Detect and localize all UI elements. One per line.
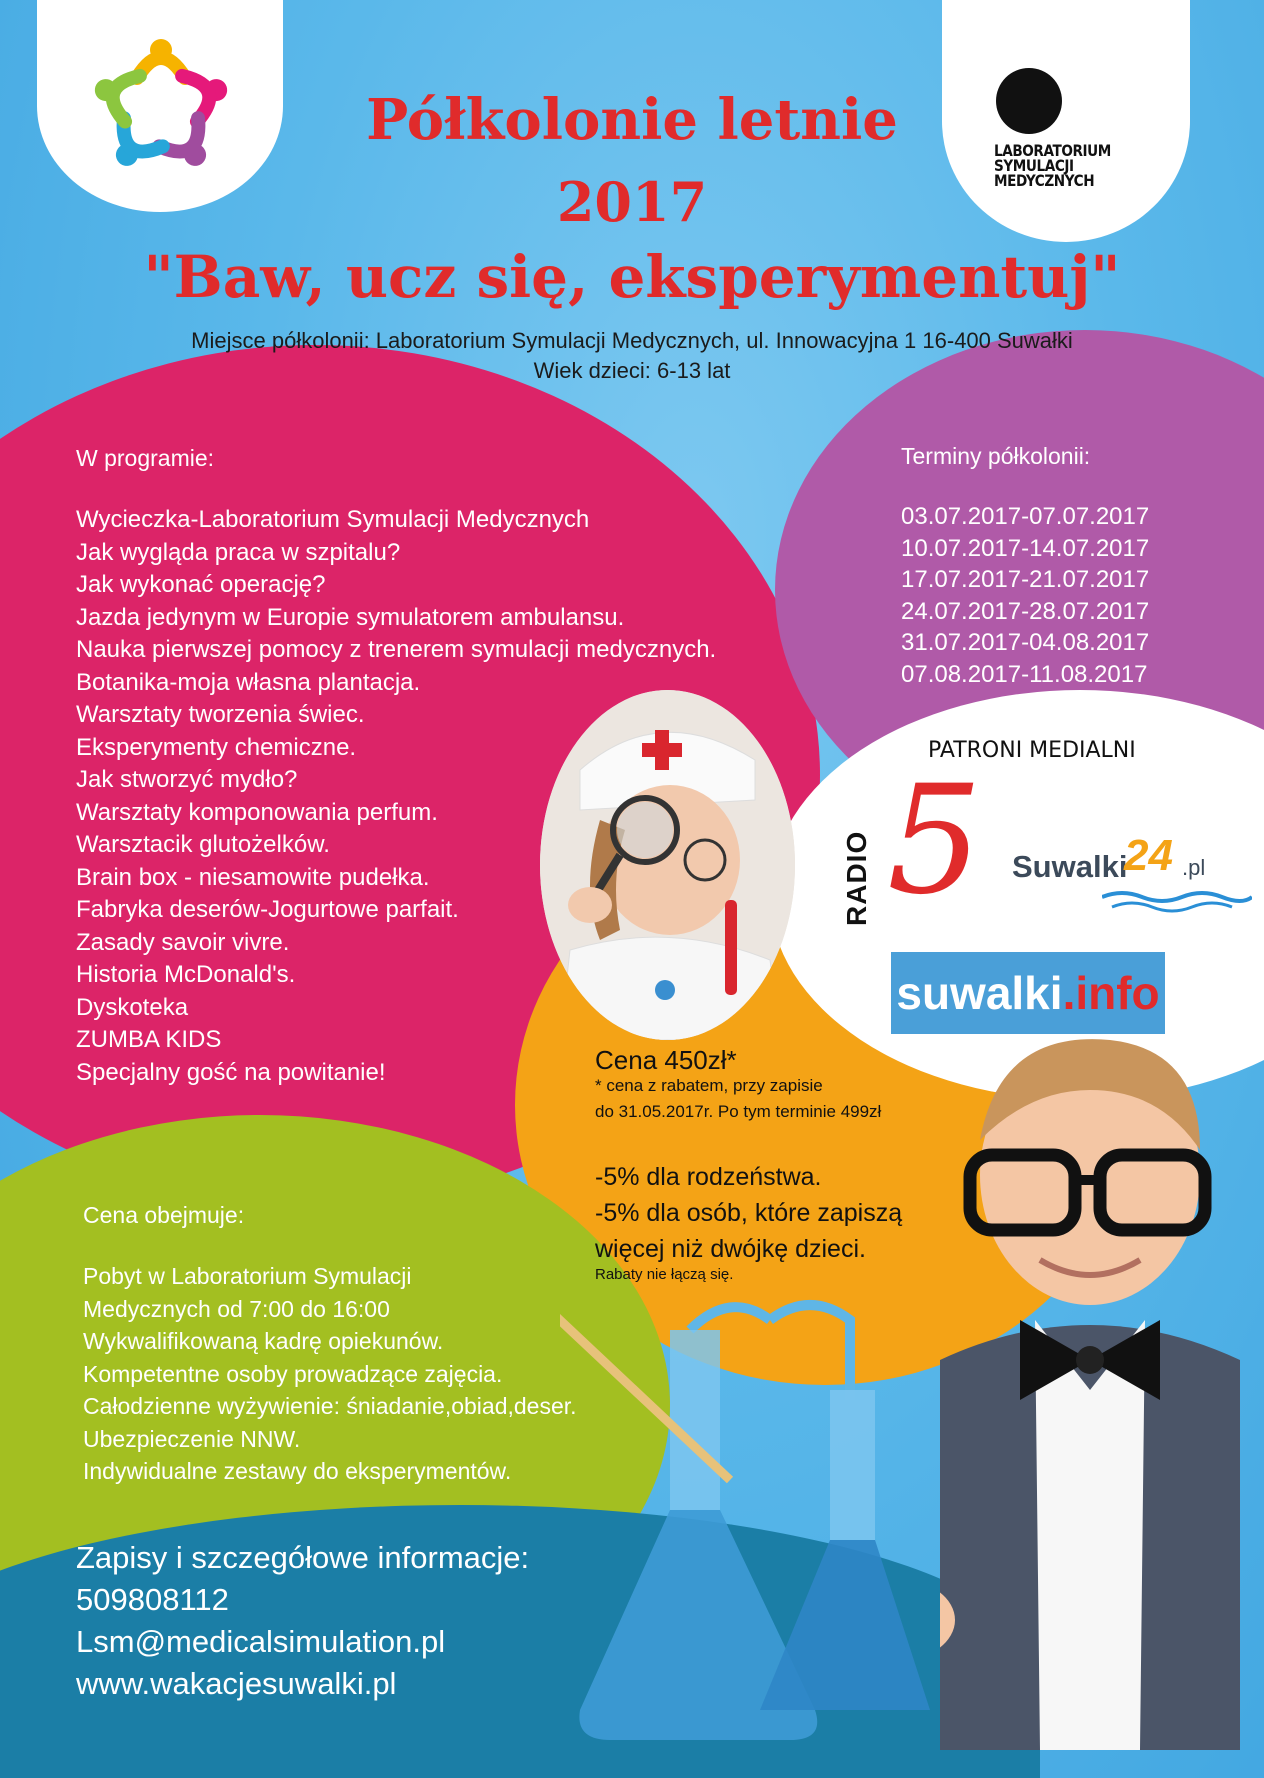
list-item: Ubezpieczenie NNW. [83, 1425, 301, 1452]
includes-heading: Cena obejmuje: [83, 1202, 245, 1228]
contact-www[interactable]: www.wakacjesuwalki.pl [76, 1666, 397, 1701]
list-item: 07.08.2017-11.08.2017 [901, 660, 1148, 688]
discount-note: Rabaty nie łączą się. [595, 1266, 734, 1283]
program-heading: W programie: [76, 445, 215, 471]
discount-2: -5% dla osób, które zapiszą [595, 1199, 903, 1227]
girl-doctor-illustration-icon [540, 690, 795, 1040]
list-item: 17.07.2017-21.07.2017 [901, 566, 1150, 593]
list-item: Historia McDonald's. [76, 961, 296, 988]
list-item: Warsztaty komponowania perfum. [76, 798, 438, 826]
discount-3: więcej niż dwójkę dzieci. [595, 1235, 866, 1263]
discount-1: -5% dla rodzeństwa. [595, 1163, 822, 1191]
suwalki24-text: Suwalki [1012, 849, 1128, 884]
suwalki24-suffix: .pl [1182, 855, 1206, 880]
title-line3: "Baw, ucz się, eksperymentuj" [143, 243, 1121, 311]
price-main: Cena 450zł* [595, 1045, 737, 1075]
boy-illustration-icon [940, 1030, 1240, 1750]
list-item: Indywidualne zestawy do eksperymentów. [83, 1458, 512, 1484]
list-item: Pobyt w Laboratorium Symulacji [83, 1263, 412, 1289]
wave-icon [1102, 889, 1252, 913]
list-item: Całodzienne wyżywienie: śniadanie,obiad,deser. [83, 1393, 577, 1419]
radio-word: RADIO [841, 830, 872, 926]
list-item: Jak wygląda praca w szpitalu? [76, 538, 401, 566]
title-line1: Półkolonie letnie [366, 87, 898, 153]
list-item: 03.07.2017-07.07.2017 [901, 503, 1150, 530]
terms-list [901, 501, 1149, 690]
list-item: Specjalny gość na powitanie! [76, 1058, 386, 1086]
list-item: ZUMBA KIDS [76, 1026, 222, 1053]
terms-heading: Terminy półkolonii: [901, 443, 1091, 469]
contact-block [76, 1537, 529, 1705]
age-text: Wiek dzieci: 6-13 lat [533, 358, 731, 383]
list-item: Eksperymenty chemiczne. [76, 733, 357, 761]
list-item: Brain box - niesamowite pudełka. [76, 863, 430, 891]
list-item: Jak wykonać operację? [76, 571, 326, 598]
contact-email[interactable]: Lsm@medicalsimulation.pl [76, 1624, 446, 1659]
price-note2: do 31.05.2017r. Po tym terminie 499zł [595, 1102, 882, 1121]
list-item: Wycieczka-Laboratorium Symulacji Medycznych [76, 506, 590, 533]
list-item: Dyskoteka [76, 993, 189, 1021]
price-note1: * cena z rabatem, przy zapisie [595, 1076, 823, 1095]
girl-doctor-photo [540, 690, 795, 1040]
list-item: Jazda jedynym w Europie symulatorem ambulansu. [76, 603, 625, 631]
list-item: Warsztacik glutożelków. [76, 831, 330, 858]
suwalki24-num: 24 [1124, 831, 1173, 880]
radio5-logo [835, 754, 985, 930]
list-item: Nauka pierwszej pomocy z trenerem symulacji medycznych. [76, 636, 717, 663]
list-item: Fabryka deserów-Jogurtowe parfait. [76, 896, 459, 923]
contact-heading: Zapisy i szczegółowe informacje: [76, 1540, 530, 1575]
list-item: Jak stworzyć mydło? [76, 766, 298, 793]
suwalki24-logo [1012, 831, 1227, 915]
place-text: Miejsce półkolonii: Laboratorium Symulacji Medycznych, ul. Innowacyjna 1 16-400 Suwałki [191, 328, 1073, 353]
suwalkiinfo-logo: suwalki.info [891, 952, 1165, 1034]
list-item: Medycznych od 7:00 do 16:00 [83, 1295, 390, 1322]
contact-phone[interactable]: 509808112 [76, 1582, 229, 1617]
list-item: Zasady savoir vivre. [76, 928, 290, 956]
list-item: 31.07.2017-04.08.2017 [901, 629, 1150, 656]
list-item: 10.07.2017-14.07.2017 [901, 534, 1150, 562]
list-item: Warsztaty tworzenia świec. [76, 701, 365, 728]
title-line2: 2017 [556, 170, 708, 234]
list-item: 24.07.2017-28.07.2017 [901, 597, 1150, 625]
list-item: Wykwalifikowaną kadrę opiekunów. [83, 1328, 444, 1354]
patrons-heading: PATRONI MEDIALNI [928, 738, 1136, 763]
list-item: Botanika-moja własna plantacja. [76, 668, 421, 696]
flasks-illustration-icon [560, 1290, 940, 1770]
includes-list [83, 1260, 577, 1488]
lsm-logo-text: LABORATORIUM SYMULACJI MEDYCZNYCH [994, 141, 1111, 190]
list-item: Kompetentne osoby prowadzące zajęcia. [83, 1360, 503, 1387]
radio-number: 5 [887, 754, 983, 928]
